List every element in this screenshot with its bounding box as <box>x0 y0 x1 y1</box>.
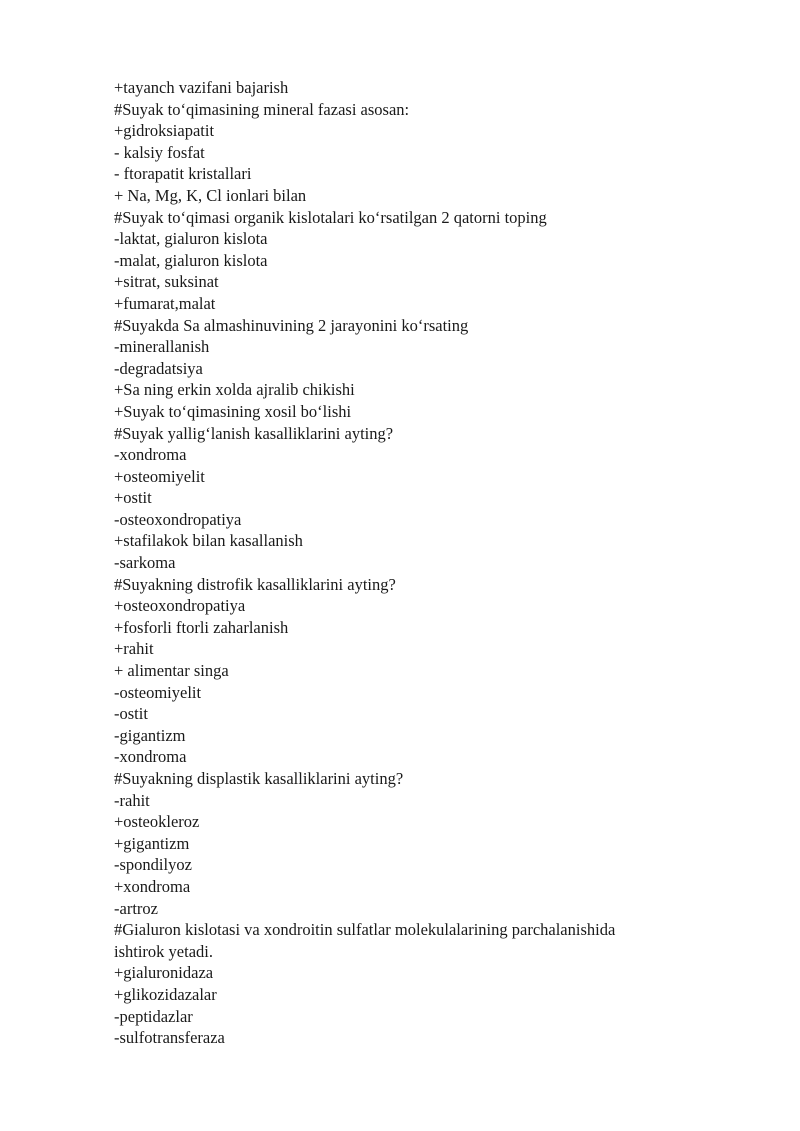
answer-line: +xondroma <box>114 876 191 896</box>
answer-line: -minerallanish <box>114 337 210 357</box>
answer-line: +rahit <box>114 639 154 659</box>
answer-line: -malat, gialuron kislota <box>114 250 268 270</box>
answer-line: +Sa ning erkin xolda ajralib chikishi <box>114 380 355 400</box>
answer-line: -peptidazlar <box>114 1006 193 1026</box>
answer-line: +osteomiyelit <box>114 466 205 486</box>
question-line: #Suyak to‘qimasi organik kislotalari ko‘rsatilgan 2 qatorni toping <box>114 207 547 227</box>
answer-line: -degradatsiya <box>114 358 203 378</box>
answer-line: - ftorapatit kristallari <box>114 164 252 184</box>
question-line: #Suyak to‘qimasining mineral fazasi asosan: <box>114 99 410 119</box>
answer-line: +gialuronidaza <box>114 963 214 983</box>
answer-line: -laktat, gialuron kislota <box>114 229 268 249</box>
question-line: #Suyakning distrofik kasalliklarini ayting? <box>114 574 396 594</box>
answer-line: +osteoxondropatiya <box>114 596 246 616</box>
answer-line: +fosforli ftorli zaharlanish <box>114 617 289 637</box>
answer-line: +ostit <box>114 488 152 508</box>
answer-line: -xondroma <box>114 445 187 465</box>
answer-line: -ostit <box>114 704 148 724</box>
answer-line: + Na, Mg, K, Cl ionlari bilan <box>114 185 307 205</box>
answer-line: -sarkoma <box>114 553 176 573</box>
answer-line: -artroz <box>114 898 158 918</box>
question-line: #Suyakning displastik kasalliklarini ayting? <box>114 769 404 788</box>
question-line: #Suyak yallig‘lanish kasalliklarini ayting? <box>114 423 394 443</box>
answer-line: +gigantizm <box>114 833 190 853</box>
answer-line: +stafilakok bilan kasallanish <box>114 531 303 551</box>
question-line-continued: ishtirok yetadi. <box>114 941 213 961</box>
answer-line: -xondroma <box>114 747 187 767</box>
document-text <box>114 77 714 1049</box>
answer-line: -rahit <box>114 790 150 810</box>
answer-line: +Suyak to‘qimasining xosil bo‘lishi <box>114 401 352 421</box>
answer-line: +glikozidazalar <box>114 984 217 1004</box>
answer-line: -gigantizm <box>114 725 186 745</box>
answer-line: -osteoxondropatiya <box>114 509 242 529</box>
answer-line: +osteokleroz <box>114 812 200 832</box>
text-line: +tayanch vazifani bajarish <box>114 78 289 97</box>
answer-line: +gidroksiapatit <box>114 121 215 141</box>
answer-line: +fumarat,malat <box>114 293 216 313</box>
answer-line: -osteomiyelit <box>114 682 202 702</box>
answer-line: - kalsiy fosfat <box>114 142 205 162</box>
question-line: #Gialuron kislotasi va xondroitin sulfatlar molekulalarining parchalanishida <box>114 920 616 940</box>
answer-line: +sitrat, suksinat <box>114 272 219 292</box>
answer-line: + alimentar singa <box>114 661 229 681</box>
answer-line: -spondilyoz <box>114 855 192 875</box>
question-line: #Suyakda Sa almashinuvining 2 jarayonini ko‘rsating <box>114 315 469 335</box>
answer-line: -sulfotransferaza <box>114 1028 225 1048</box>
